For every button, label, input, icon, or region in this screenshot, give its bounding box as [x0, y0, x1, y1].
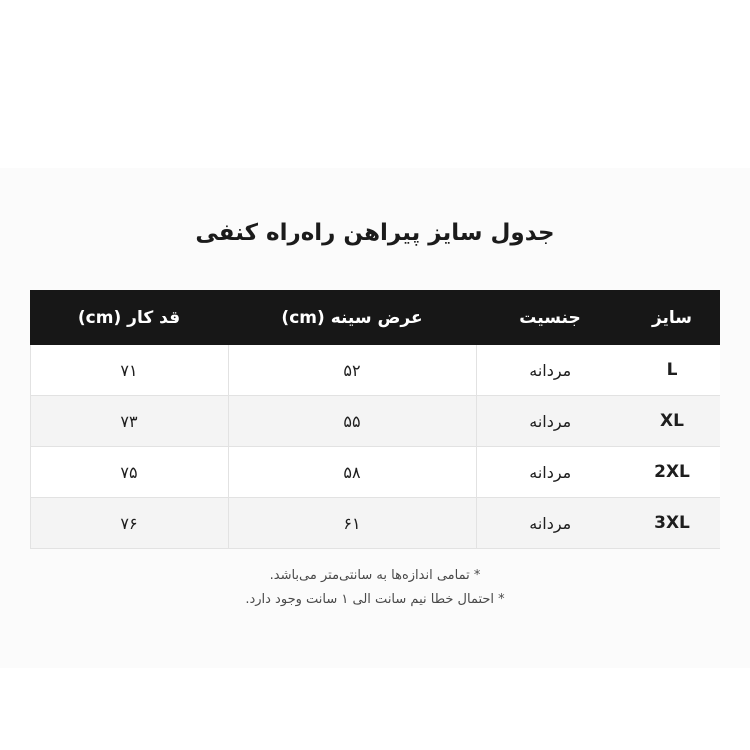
cell-size: L [624, 345, 720, 396]
size-table [30, 290, 721, 549]
footnote-tolerance: * احتمال خطا نیم سانت الی ۱ سانت وجود دارد. [245, 592, 505, 607]
cell-gender: مردانه [476, 447, 624, 498]
cell-size: 3XL [624, 498, 720, 549]
table-header-row [30, 290, 720, 345]
page-title: جدول سایز پیراهن راه‌راه کنفی [195, 220, 555, 246]
column-header-size: سایز [624, 290, 720, 345]
cell-chest: ۵۲ [228, 345, 476, 396]
cell-size: XL [624, 396, 720, 447]
cell-chest: ۵۵ [228, 396, 476, 447]
cell-length: ۷۳ [30, 396, 228, 447]
cell-length: ۷۱ [30, 345, 228, 396]
footnotes [30, 564, 720, 612]
column-header-body-length: قد کار (cm) [30, 290, 228, 345]
cell-gender: مردانه [476, 396, 624, 447]
table-row [30, 345, 720, 396]
cell-gender: مردانه [476, 345, 624, 396]
column-header-gender: جنسیت [476, 290, 624, 345]
cell-length: ۷۵ [30, 447, 228, 498]
size-chart-card-inner [30, 168, 720, 668]
size-chart-card [0, 168, 750, 668]
column-header-chest-width: عرض سینه (cm) [228, 290, 476, 345]
cell-size: 2XL [624, 447, 720, 498]
table-row [30, 498, 720, 549]
table-row [30, 447, 720, 498]
size-table-head [30, 290, 720, 345]
cell-gender: مردانه [476, 498, 624, 549]
cell-chest: ۵۸ [228, 447, 476, 498]
size-table-body [30, 345, 720, 549]
cell-chest: ۶۱ [228, 498, 476, 549]
table-row [30, 396, 720, 447]
footnote-units: * تمامی اندازه‌ها به سانتی‌متر می‌باشد. [269, 568, 481, 583]
cell-length: ۷۶ [30, 498, 228, 549]
